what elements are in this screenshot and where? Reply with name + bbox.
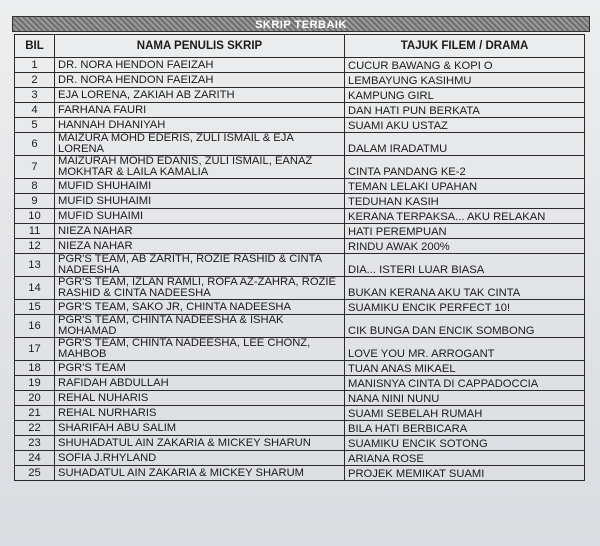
writer-name: PGR'S TEAM, CHINTA NADEESHA & ISHAK MOHAMAD: [55, 315, 345, 338]
writer-name: SOFIA J.RHYLAND: [55, 451, 345, 466]
film-title: BILA HATI BERBICARA: [345, 421, 585, 436]
table-row: [15, 239, 585, 254]
film-title: CINTA PANDANG KE-2: [345, 156, 585, 179]
row-number: 14: [15, 277, 55, 300]
row-number: 15: [15, 300, 55, 315]
film-title: HATI PEREMPUAN: [345, 224, 585, 239]
table-row: [15, 179, 585, 194]
film-title: CIK BUNGA DAN ENCIK SOMBONG: [345, 315, 585, 338]
row-number: 2: [15, 73, 55, 88]
writer-name: PGR'S TEAM, CHINTA NADEESHA, LEE CHONZ, MAHBOB: [55, 338, 345, 361]
writer-name: MUFID SHUHAIMI: [55, 194, 345, 209]
writer-name: MUFID SUHAIMI: [55, 209, 345, 224]
table-row: [15, 406, 585, 421]
table-row: [15, 391, 585, 406]
film-title: TUAN ANAS MIKAEL: [345, 361, 585, 376]
row-number: 13: [15, 254, 55, 277]
writer-name: DR. NORA HENDON FAEIZAH: [55, 58, 345, 73]
table-row: [15, 315, 585, 338]
row-number: 6: [15, 133, 55, 156]
row-number: 8: [15, 179, 55, 194]
film-title: SUAMI SEBELAH RUMAH: [345, 406, 585, 421]
table-row: [15, 436, 585, 451]
writer-name: MUFID SHUHAIMI: [55, 179, 345, 194]
table-row: [15, 254, 585, 277]
row-number: 25: [15, 466, 55, 481]
film-title: SUAMIKU ENCIK SOTONG: [345, 436, 585, 451]
film-title: RINDU AWAK 200%: [345, 239, 585, 254]
script-table: [14, 34, 585, 481]
row-number: 4: [15, 103, 55, 118]
row-number: 10: [15, 209, 55, 224]
film-title: NANA NINI NUNU: [345, 391, 585, 406]
table-row: [15, 133, 585, 156]
row-number: 18: [15, 361, 55, 376]
table-row: [15, 224, 585, 239]
row-number: 3: [15, 88, 55, 103]
writer-name: SHUHADATUL AIN ZAKARIA & MICKEY SHARUN: [55, 436, 345, 451]
row-number: 7: [15, 156, 55, 179]
header-bil: BIL: [15, 35, 55, 58]
film-title: TEMAN LELAKI UPAHAN: [345, 179, 585, 194]
row-number: 1: [15, 58, 55, 73]
writer-name: MAIZURA MOHD EDERIS, ZULI ISMAIL & EJA LORENA: [55, 133, 345, 156]
table-row: [15, 156, 585, 179]
header-nama: NAMA PENULIS SKRIP: [55, 35, 345, 58]
film-title: LEMBAYUNG KASIHMU: [345, 73, 585, 88]
writer-name: NIEZA NAHAR: [55, 224, 345, 239]
row-number: 19: [15, 376, 55, 391]
film-title: ARIANA ROSE: [345, 451, 585, 466]
film-title: TEDUHAN KASIH: [345, 194, 585, 209]
table-row: [15, 73, 585, 88]
row-number: 24: [15, 451, 55, 466]
writer-name: NIEZA NAHAR: [55, 239, 345, 254]
film-title: SUAMI AKU USTAZ: [345, 118, 585, 133]
table-row: [15, 376, 585, 391]
writer-name: RAFIDAH ABDULLAH: [55, 376, 345, 391]
row-number: 20: [15, 391, 55, 406]
writer-name: PGR'S TEAM, IZLAN RAMLI, ROFA AZ-ZAHRA, ROZIE RASHID & CINTA NADEESHA: [55, 277, 345, 300]
row-number: 5: [15, 118, 55, 133]
writer-name: PGR'S TEAM, SAKO JR, CHINTA NADEESHA: [55, 300, 345, 315]
film-title: KAMPUNG GIRL: [345, 88, 585, 103]
writer-name: DR. NORA HENDON FAEIZAH: [55, 73, 345, 88]
table-row: [15, 451, 585, 466]
row-number: 22: [15, 421, 55, 436]
table-row: [15, 118, 585, 133]
film-title: KERANA TERPAKSA... AKU RELAKAN: [345, 209, 585, 224]
header-tajuk: TAJUK FILEM / DRAMA: [345, 35, 585, 58]
writer-name: REHAL NUHARIS: [55, 391, 345, 406]
table-row: [15, 103, 585, 118]
writer-name: FARHANA FAURI: [55, 103, 345, 118]
film-title: SUAMIKU ENCIK PERFECT 10!: [345, 300, 585, 315]
row-number: 9: [15, 194, 55, 209]
film-title: DIA... ISTERI LUAR BIASA: [345, 254, 585, 277]
table-row: [15, 300, 585, 315]
writer-name: EJA LORENA, ZAKIAH AB ZARITH: [55, 88, 345, 103]
section-banner: SKRIP TERBAIK: [12, 16, 590, 32]
header-row: [15, 35, 585, 58]
table-row: [15, 466, 585, 481]
film-title: PROJEK MEMIKAT SUAMI: [345, 466, 585, 481]
row-number: 17: [15, 338, 55, 361]
row-number: 12: [15, 239, 55, 254]
film-title: LOVE YOU MR. ARROGANT: [345, 338, 585, 361]
film-title: BUKAN KERANA AKU TAK CINTA: [345, 277, 585, 300]
row-number: 16: [15, 315, 55, 338]
writer-name: HANNAH DHANIYAH: [55, 118, 345, 133]
table-row: [15, 338, 585, 361]
table-row: [15, 58, 585, 73]
writer-name: SUHADATUL AIN ZAKARIA & MICKEY SHARUM: [55, 466, 345, 481]
table-row: [15, 361, 585, 376]
table-row: [15, 421, 585, 436]
table-row: [15, 277, 585, 300]
row-number: 21: [15, 406, 55, 421]
film-title: DAN HATI PUN BERKATA: [345, 103, 585, 118]
writer-name: REHAL NURHARIS: [55, 406, 345, 421]
film-title: MANISNYA CINTA DI CAPPADOCCIA: [345, 376, 585, 391]
table-row: [15, 88, 585, 103]
writer-name: PGR'S TEAM: [55, 361, 345, 376]
writer-name: SHARIFAH ABU SALIM: [55, 421, 345, 436]
row-number: 11: [15, 224, 55, 239]
film-title: CUCUR BAWANG & KOPI O: [345, 58, 585, 73]
writer-name: PGR'S TEAM, AB ZARITH, ROZIE RASHID & CINTA NADEESHA: [55, 254, 345, 277]
table-row: [15, 194, 585, 209]
row-number: 23: [15, 436, 55, 451]
writer-name: MAIZURAH MOHD EDANIS, ZULI ISMAIL, EANAZ MOKHTAR & LAILA KAMALIA: [55, 156, 345, 179]
table-row: [15, 209, 585, 224]
film-title: DALAM IRADATMU: [345, 133, 585, 156]
